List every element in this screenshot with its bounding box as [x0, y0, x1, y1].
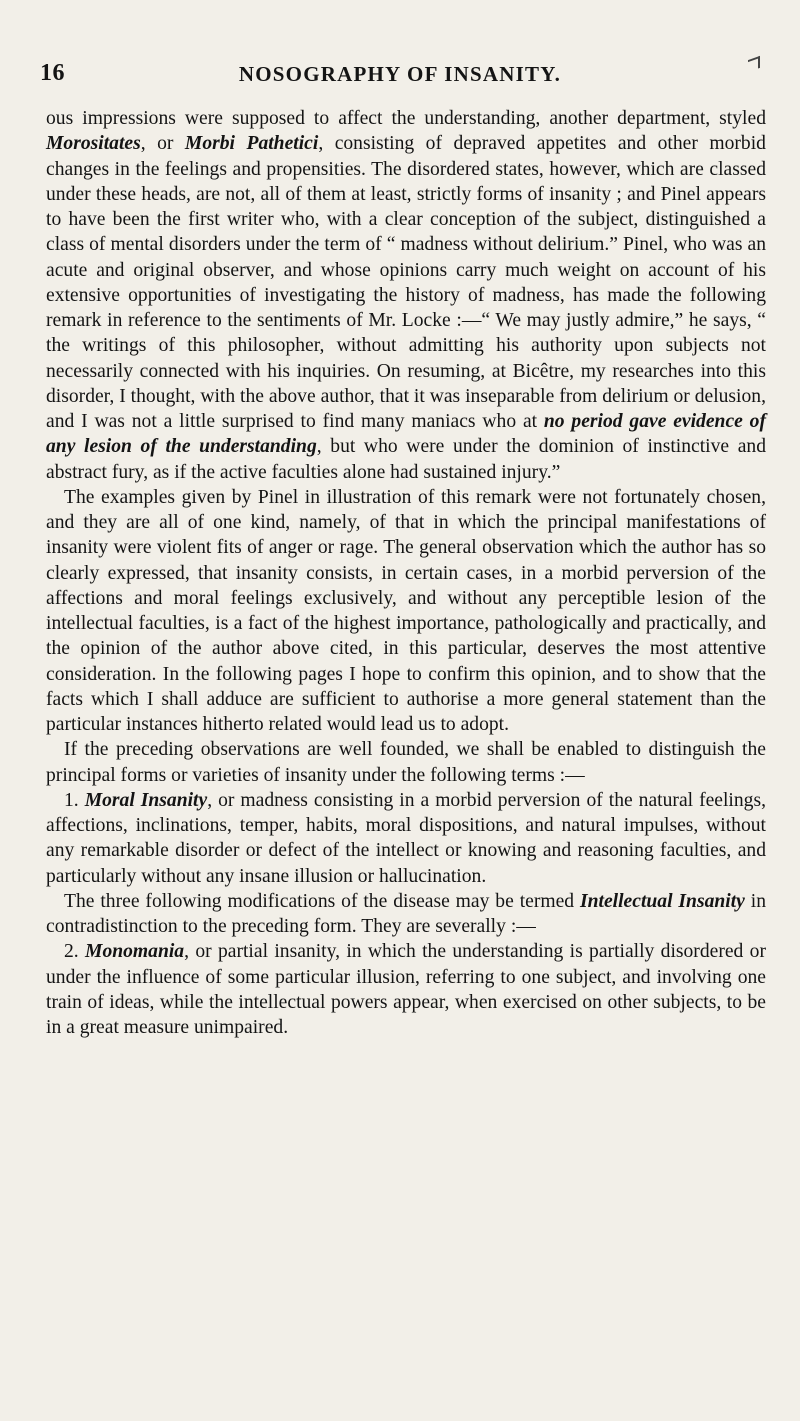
page-header [0, 56, 800, 86]
italic-term: Morositates [46, 133, 141, 155]
text-run: , or [140, 133, 185, 155]
list-item-moral-insanity [46, 788, 766, 889]
text-run: in contradistinction to the preceding form. They are severally :— [46, 890, 766, 937]
text-run: If the preceding observations are well founded, we shall be enabled to distinguish the principal forms or varieties of insanity under the following terms :— [46, 739, 766, 786]
text-run: 1. [64, 789, 85, 811]
italic-term: no period gave evidence of any lesion of the understanding [46, 411, 766, 458]
paragraph-2 [46, 485, 766, 738]
italic-term: Monomania [85, 941, 185, 963]
page-number: 16 [40, 60, 65, 86]
text-run: , or partial insanity, in which the understanding is partially disordered or under the influence of some particular illusion, referring to one subject, and involving one train of ideas, while the intellectual powers appear, when exercised on other subjects, to be in a great measure unimpaired. [46, 941, 766, 1038]
text-run: ous impressions were supposed to affect the understanding, another department, styled [46, 108, 766, 129]
text-run: , consisting of depraved appetites and other morbid changes in the feelings and propensities. The disordered states, however, which are classed under these heads, are not, all of them at least, strictly forms of insanity ; and Pinel appears to have been the first writer who, with a clear conception of the subject, distinguished a class of mental disorders under the term of “ madness without delirium.” Pinel, who was an acute and original observer, and whose opinions carry much weight on account of his extensive opportunities of investigating the history of madness, has made the following remark in reference to the sentiments of Mr. Locke :—“ We may justly admire,” he says, “ the writings of this philosopher, without admitting his authority upon subjects not necessarily connected with his inquiries. On resuming, at Bicêtre, my researches into this disorder, I thought, with the above author, that it was inseparable from delirium or delusion, and I was not a little surprised to find many maniacs who at [46, 133, 766, 432]
text-run: 2. [64, 941, 86, 963]
text-run: The examples given by Pinel in illustration of this remark were not fortunately chosen, and they are all of one kind, namely, of that in which the principal manifestations of insanity were violent fits of anger or rage. The general observation which the author has so clearly expressed, that insanity consists, in certain cases, in a morbid perversion of the affections and moral feelings exclusively, and without any perceptible lesion of the intellectual faculties, is a fact of the highest importance, pathologically and practically, and the opinion of the author above cited, in this particular, deserves the most attentive consideration. In the following pages I hope to confirm this opinion, and to show that the facts which I shall adduce are sufficient to authorise a more general statement than the particular instances hitherto related would lead us to adopt. [46, 486, 766, 735]
paragraph-intellectual-insanity [46, 889, 766, 940]
text-run: , but who were under the dominion of instinctive and abstract fury, as if the active faculties alone had sustained injury.” [46, 436, 766, 483]
list-item-monomania [46, 939, 766, 1040]
italic-term: Moral Insanity [84, 789, 208, 811]
paragraph-3 [46, 737, 766, 788]
text-run: , or madness consisting in a morbid perversion of the natural feelings, affections, inclinations, temper, habits, moral dispositions, and natural impulses, without any remarkable disorder or defect of the intellect or knowing and reasoning faculties, and particularly without any insane illusion or hallucination. [46, 789, 766, 887]
italic-term: Morbi Pathetici [184, 133, 319, 155]
text-run: The three following modifications of the disease may be termed [64, 890, 580, 912]
running-head: NOSOGRAPHY OF INSANITY. [238, 62, 562, 86]
italic-term: Intellectual Insanity [580, 890, 745, 912]
body-text [46, 106, 766, 1040]
paragraph-1 [46, 106, 766, 485]
